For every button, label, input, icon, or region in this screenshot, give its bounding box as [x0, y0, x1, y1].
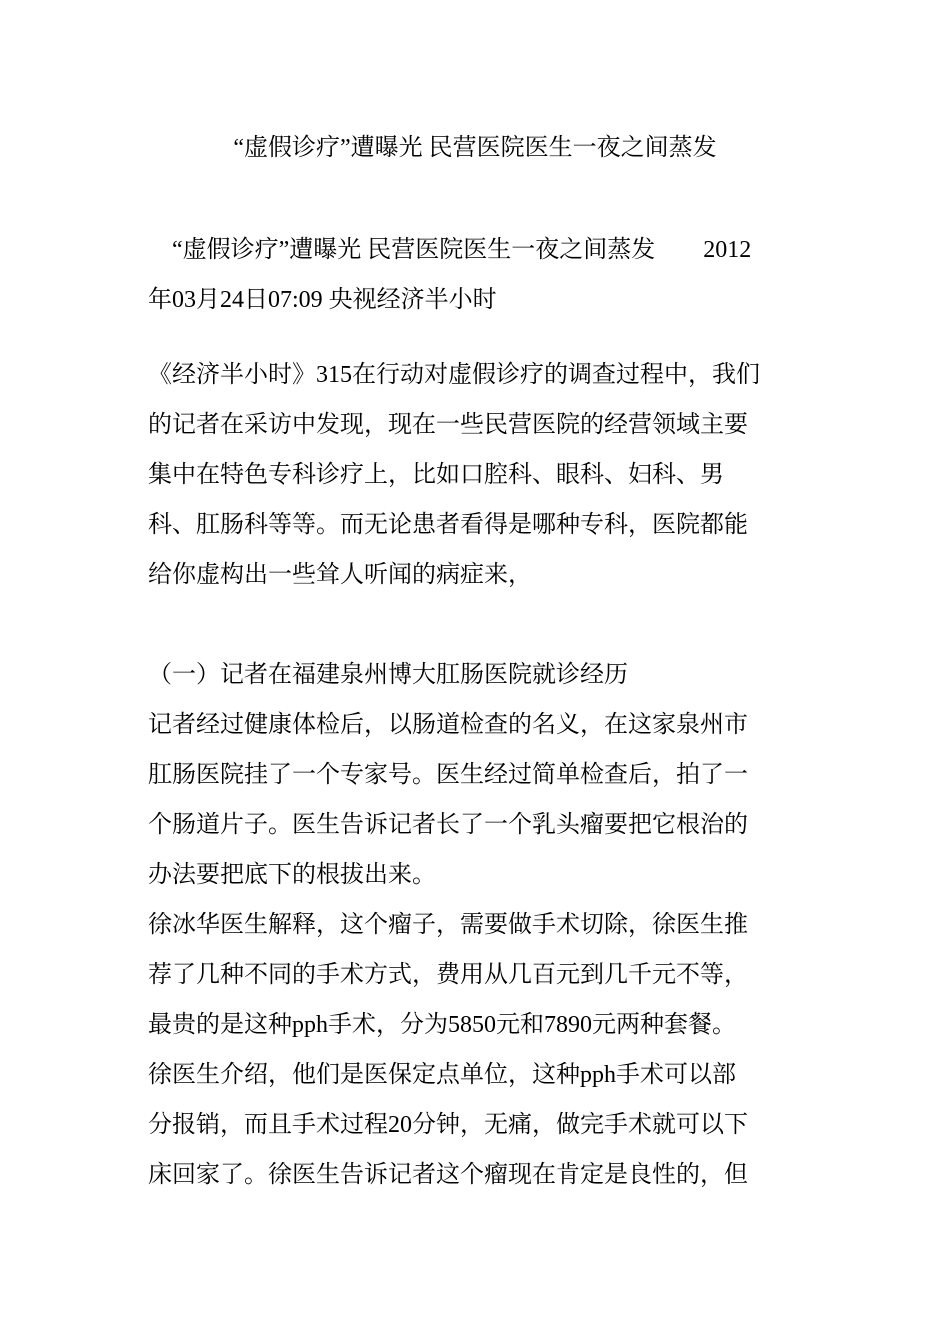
body-line: 徐医生介绍，他们是医保定点单位，这种pph手术可以部: [148, 1062, 736, 1088]
body-line: 床回家了。徐医生告诉记者这个瘤现在肯定是良性的，但: [148, 1162, 748, 1188]
body-line: 肛肠医院挂了一个专家号。医生经过简单检查后，拍了一: [148, 762, 748, 788]
section-heading: （一）记者在福建泉州博大肛肠医院就诊经历: [148, 662, 628, 688]
document-title: “虚假诊疗”遭曝光 民营医院医生一夜之间蒸发: [233, 135, 717, 161]
body-line: 分报销，而且手术过程20分钟，无痛，做完手术就可以下: [148, 1112, 748, 1138]
body-line: 办法要把底下的根拔出来。: [148, 862, 436, 888]
header-line: 年03月24日07:09 央视经济半小时: [148, 287, 497, 313]
intro-line: 科、肛肠科等等。而无论患者看得是哪种专科，医院都能: [148, 512, 748, 538]
intro-line: 的记者在采访中发现，现在一些民营医院的经营领域主要: [148, 412, 748, 438]
body-line: 记者经过健康体检后，以肠道检查的名义，在这家泉州市: [148, 712, 748, 738]
body-line: 个肠道片子。医生告诉记者长了一个乳头瘤要把它根治的: [148, 812, 748, 838]
intro-line: 集中在特色专科诊疗上，比如口腔科、眼科、妇科、男: [148, 462, 724, 488]
header-line: “虚假诊疗”遭曝光 民营医院医生一夜之间蒸发 2012: [172, 237, 752, 263]
intro-line: 《经济半小时》315在行动对虚假诊疗的调查过程中，我们: [148, 362, 760, 388]
body-line: 徐冰华医生解释，这个瘤子，需要做手术切除，徐医生推: [148, 912, 748, 938]
intro-line: 给你虚构出一些耸人听闻的病症来，: [148, 562, 532, 588]
body-line: 荐了几种不同的手术方式，费用从几百元到几千元不等，: [148, 962, 748, 988]
body-line: 最贵的是这种pph手术，分为5850元和7890元两种套餐。: [148, 1012, 736, 1038]
